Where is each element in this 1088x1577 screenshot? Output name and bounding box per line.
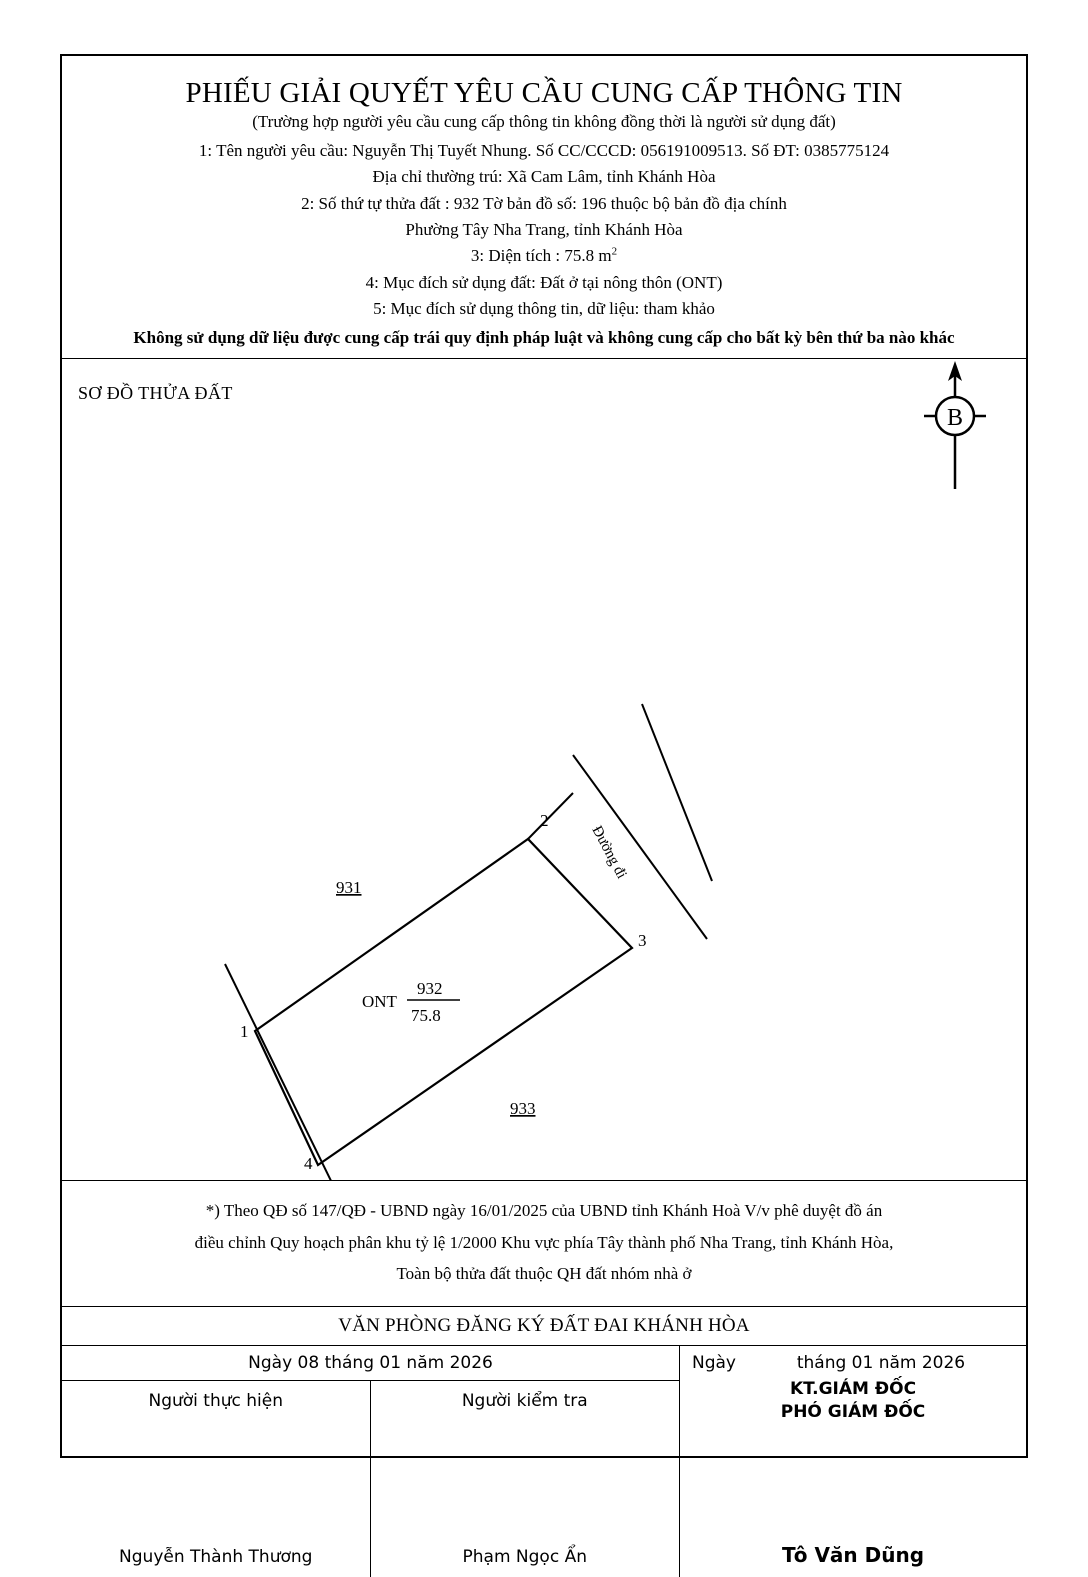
performer-cell: [62, 1381, 371, 1577]
notes-block: [62, 1181, 1026, 1306]
office-name: VĂN PHÒNG ĐĂNG KÝ ĐẤT ĐAI KHÁNH HÒA: [62, 1307, 1026, 1346]
neighbor-label-bottom: 933: [510, 1099, 536, 1119]
corner-label-1: 1: [240, 1022, 249, 1042]
note-line-1: *) Theo QĐ số 147/QĐ - UBND ngày 16/01/2025 của UBND tỉnh Khánh Hoà V/v phê duyệt đồ án: [205, 1201, 883, 1221]
field-address: Địa chỉ thường trú: Xã Cam Lâm, tỉnh Khánh Hòa: [372, 167, 716, 187]
svg-text:B: B: [946, 405, 964, 432]
checker-title: Người kiểm tra: [461, 1390, 588, 1411]
field-ward: Phường Tây Nha Trang, tỉnh Khánh Hòa: [405, 219, 683, 239]
performer-title: Người thực hiện: [148, 1390, 283, 1411]
director-title-2: PHÓ GIÁM ĐỐC: [780, 1401, 926, 1422]
map-block: [62, 359, 1026, 1181]
parcel-number-label: 932: [417, 979, 443, 999]
right-date-row: [680, 1346, 1026, 1378]
checker-name: Phạm Ngọc Ẩn: [462, 1546, 587, 1567]
note-line-3: Toàn bộ thửa đất thuộc QH đất nhóm nhà ở: [396, 1264, 692, 1284]
field-requester: 1: Tên người yêu cầu: Nguyễn Thị Tuyết Nhung. Số CC/CCCD: 056191009513. Số ĐT: 0385775124: [198, 140, 890, 160]
director-name: Tô Văn Dũng: [781, 1542, 925, 1567]
note-line-2: điều chỉnh Quy hoạch phân khu tỷ lệ 1/2000 Khu vực phía Tây thành phố Nha Trang, tỉnh Khánh Hòa,: [194, 1232, 894, 1252]
page-subtitle: (Trường hợp người yêu cầu cung cấp thông tin không đồng thời là người sử dụng đất): [252, 111, 836, 131]
field-area: [76, 243, 1012, 269]
signature-table: [62, 1346, 1026, 1577]
director-title-1: KT.GIÁM ĐỐC: [789, 1378, 917, 1399]
director-cell: [680, 1346, 1026, 1577]
field-land-purpose: 4: Mục đích sử dụng đất: Đất ở tại nông thôn (ONT): [365, 272, 723, 292]
neighbor-label-top: 931: [336, 878, 362, 898]
field-info-purpose: 5: Mục đích sử dụng thông tin, dữ liệu: tham khảo: [373, 298, 715, 318]
warning-text: Không sử dụng dữ liệu được cung cấp trái quy định pháp luật và không cung cấp cho bất kỳ bên thứ ba nào khác: [133, 328, 955, 348]
right-date-label: Ngày: [692, 1352, 736, 1373]
corner-label-3: 3: [638, 931, 647, 951]
field-parcel-number: 2: Số thứ tự thửa đất : 932 Tờ bản đồ số: 196 thuộc bộ bản đồ địa chính: [301, 193, 787, 213]
map-section-label: SƠ ĐỒ THỬA ĐẤT: [78, 383, 233, 404]
parcel-area-label: 75.8: [411, 1006, 441, 1026]
field-area-text: 3: Diện tích : 75.8 m: [470, 246, 612, 266]
road-label: Đường đi: [588, 823, 630, 882]
performer-name: Nguyễn Thành Thương: [119, 1546, 313, 1567]
parcel-boundary: [255, 839, 632, 1165]
document-frame: [60, 54, 1028, 1567]
field-area-unit-exponent: 2: [611, 245, 618, 258]
parcel-purpose-label: ONT: [362, 992, 397, 1012]
corner-label-4: 4: [304, 1154, 313, 1174]
checker-cell: [371, 1381, 680, 1577]
corner-label-2: 2: [540, 811, 549, 831]
right-date-value: tháng 01 năm 2026: [796, 1352, 966, 1373]
signature-left-group: [62, 1346, 680, 1577]
left-date: Ngày 08 tháng 01 năm 2026: [62, 1346, 679, 1381]
header-block: [62, 56, 1026, 359]
parcel-diagram: [62, 359, 1026, 1181]
page-title: PHIẾU GIẢI QUYẾT YÊU CẦU CUNG CẤP THÔNG TIN: [185, 77, 903, 109]
